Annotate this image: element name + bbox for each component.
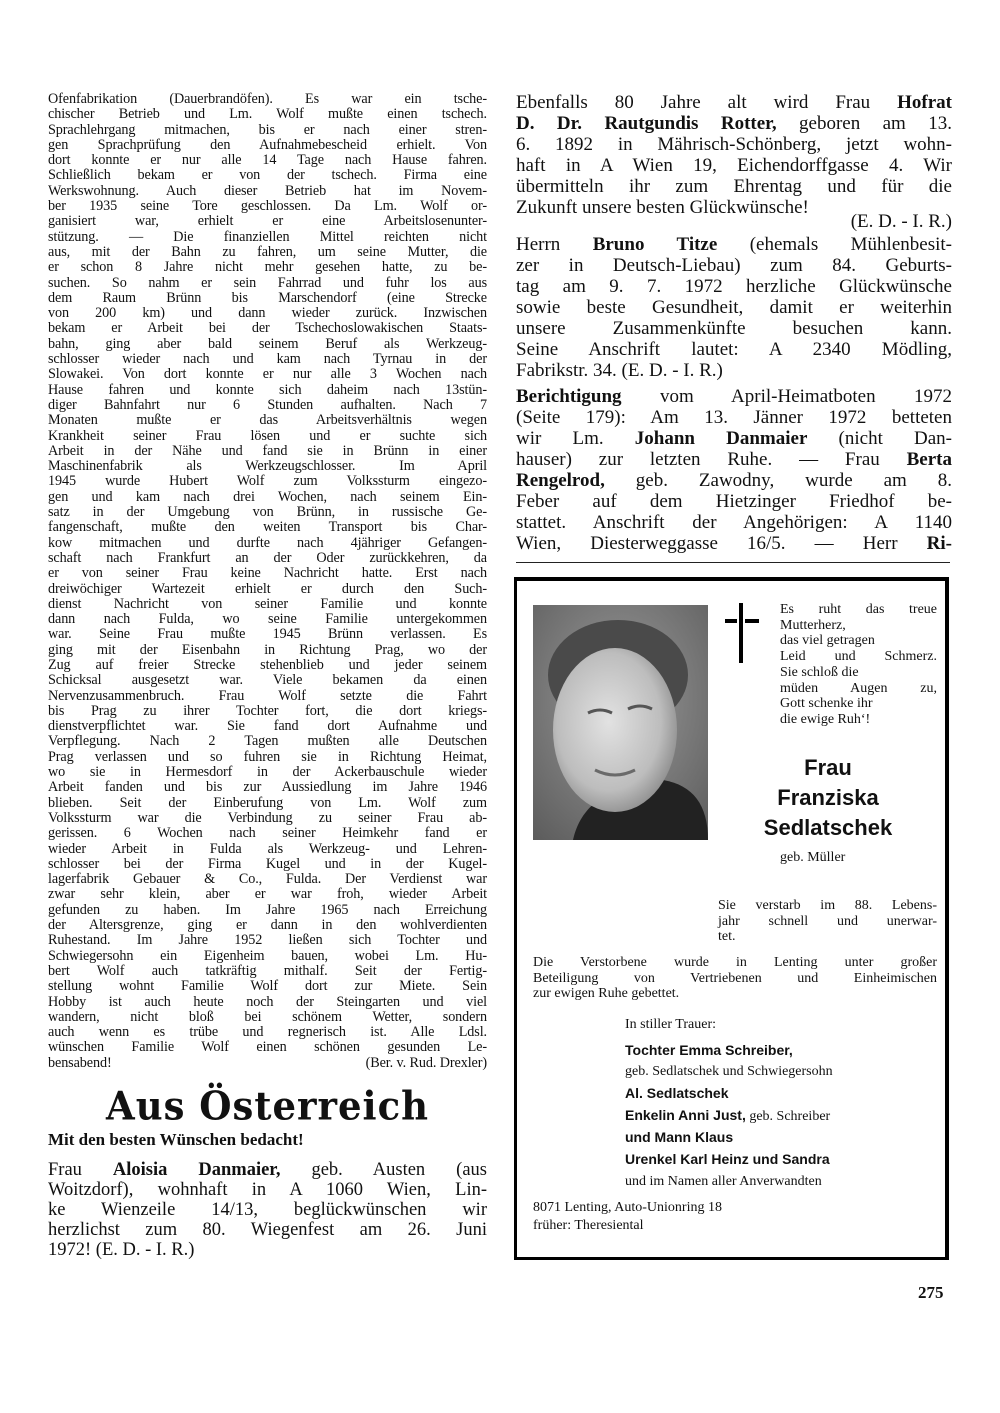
text-segment: bensabend! [48, 1054, 112, 1071]
article-correction [516, 386, 952, 554]
text-segment: geb. Zawodny, wurde am 8. [604, 470, 952, 491]
cross-icon [739, 603, 743, 663]
text-segment: und im Namen aller Anverwandten [625, 1173, 822, 1189]
deceased-first-name: Franziska [777, 785, 879, 810]
text-line: dienst Nachricht von seiner Familie und konnte [48, 595, 487, 612]
text-line [48, 1200, 487, 1220]
text-line [516, 176, 952, 197]
text-line: blieben. Seit der Einberufung von Lm. Wolf zum [48, 794, 487, 811]
mourning-label: In stiller Trauer: [625, 1017, 716, 1032]
deceased-title: Frau [804, 755, 852, 780]
bold-name: Enkelin Anni Just, [625, 1106, 746, 1123]
bold-name: und Mann Klaus [625, 1129, 734, 1146]
text-line: Beteiligung von Vertriebenen und Einheimischen [533, 970, 937, 986]
text-line: dort konnte er nur alle 14 Tage nach Hause fahren. [48, 152, 487, 169]
text-segment: (ehemals Mühlenbesit- [717, 234, 952, 255]
text-segment: 6. 1892 in Mährisch-Schönberg, jetzt wohn- [516, 134, 952, 155]
text-line: jahr schnell und unerwar- [718, 913, 937, 929]
text-segment: haft in A Wien 19, Eichendorffgasse 4. Wir [516, 155, 952, 176]
text-line [516, 297, 952, 318]
text-line: Maschinenfabrik als Werkzeugschlosser. Im April [48, 458, 487, 475]
bold-name: Rengelrod, [516, 470, 605, 491]
text-line [516, 113, 952, 134]
text-line: früher: Theresiental [533, 1218, 644, 1233]
death-note [718, 898, 937, 945]
text-line: Leid und Schmerz. [780, 649, 937, 665]
text-line: zwar sehr klein, aber er war froh, wieder Arbeit [48, 886, 487, 903]
text-line: Slowakei. Von dort konnte er nur alle 3 Wochen nach [48, 366, 487, 383]
text-line: Schicksal ausgesetzt war. Viele bekamen da einen [48, 672, 487, 689]
text-segment: Zukunft unsere besten Glückwünsche! [516, 197, 809, 218]
article-danmaier [48, 1160, 487, 1260]
text-segment: ke Wienzeile 14/13, beglückwünschen wir [48, 1200, 487, 1220]
text-line: schlosser wieder nach und kam nach Tyrnau in der [48, 351, 487, 368]
text-line: ganisiert war, erhielt er eine Arbeitslosenunter- [48, 213, 487, 230]
text-line [625, 1083, 945, 1105]
text-segment: Frau [48, 1160, 113, 1180]
text-line: wieder Arbeit in Fulda als Werkzeug- und Lehren- [48, 840, 487, 857]
bold-name: Berta [906, 449, 952, 470]
bold-name: Aloisia Danmaier, [112, 1160, 281, 1180]
text-line: dem Raum Brünn bis Marschendorf (eine Strecke [48, 289, 487, 306]
text-line: dreiwöchiger Wartezeit erhielt er durch den Such- [48, 580, 487, 597]
text-segment: vom April-Heimatboten 1972 [621, 386, 952, 407]
text-line: die ewige Ruh‘! [780, 711, 871, 727]
text-line: diger Bahnfahrt nur 6 Stunden aufhalten. Nach 7 [48, 396, 487, 413]
bold-name: Al. Sedlatschek [625, 1084, 729, 1101]
text-line [625, 1149, 945, 1171]
text-segment: Ebenfalls 80 Jahre alt wird Frau [516, 92, 898, 113]
article-wolf-continuation [48, 92, 487, 1071]
portrait-photo [533, 605, 708, 840]
text-segment: zer in Deutsch-Liebau) zum 84. Geburts- [516, 255, 952, 276]
text-line [516, 428, 952, 449]
text-line: das viel getragen [780, 633, 875, 649]
text-line [516, 491, 952, 512]
cross-icon-arm-left [725, 619, 737, 623]
text-line [48, 1240, 487, 1260]
text-segment: (Seite 179): Am 13. Jänner 1972 betteten [516, 407, 952, 428]
article-subheading: Mit den besten Wünschen bedacht! [48, 1130, 304, 1149]
text-line: 8071 Lenting, Auto-Unionring 18 [533, 1200, 722, 1215]
text-line: Sprachlehrgang mitmachen, bis er nach einer stren- [48, 121, 487, 138]
text-line: wandern, nicht bloß bei schönem Wetter, sondern [48, 1008, 487, 1025]
text-line: gen und kam nach drei Wochen, nach seinem Ein- [48, 488, 487, 505]
text-segment: Wien, Diesterweggasse 16/5. — Herr [516, 533, 927, 554]
text-segment: geboren am 13. [776, 113, 952, 134]
text-line [516, 339, 952, 360]
text-line: bahn, ging aber bald seinem Beruf als Werkzeug- [48, 335, 487, 352]
text-line: dann nach Fulda, wo seine Familie untergekommen [48, 611, 487, 628]
text-line: lagerfabrik Gebauer & Co., Fulda. Der Verdienst war [48, 871, 487, 888]
text-line: schlosser bei der Firma Kugel und in der Kugel- [48, 855, 487, 872]
text-line: Krankheit seiner Frau lösen und er suchte sich [48, 427, 487, 444]
text-line [516, 155, 952, 176]
bold-name: Tochter Emma Schreiber, [625, 1042, 793, 1058]
text-segment: geb. Schreiber [745, 1108, 831, 1124]
text-line: dienstverpflichtet war. Sie fand dort Aufnahme und [48, 718, 487, 735]
text-line [516, 449, 952, 470]
family-address [533, 1199, 722, 1235]
text-line: aus, mit der Bahn zu fahren, um seine Mutter, die [48, 243, 487, 260]
text-segment: unsere Zusammenkünfte besuchen kann. [516, 318, 952, 339]
text-line [516, 533, 952, 554]
text-line [48, 1220, 487, 1240]
text-line: Schwiegersohn ein Eigenheim bauen, wobei Lm. Hu- [48, 947, 487, 964]
bold-name: Bruno Titze [592, 234, 718, 255]
obituary-poem [780, 602, 937, 728]
text-line: Arbeit fanden und bis zur Aussiedlung im Jahre 1946 [48, 779, 487, 796]
text-line [516, 386, 952, 407]
text-line: Verpflegung. Nach 2 Tagen mußten alle Deutschen [48, 733, 487, 750]
deceased-last-name: Sedlatschek [763, 815, 893, 840]
text-segment: Fabrikstr. 34. (E. D. - I. R.) [516, 360, 723, 381]
text-line: der Altersgrenze, ging er dann in den wohlverdienten [48, 917, 487, 934]
article-rotter [516, 92, 952, 218]
deceased-maiden-name: geb. Müller [780, 850, 846, 865]
text-line: Schließlich bekam er von der tschech. Firma eine [48, 167, 487, 184]
text-line [516, 318, 952, 339]
text-segment: übermitteln ihr zum Ehrentag und für die [516, 176, 952, 197]
text-line: Hobby ist auch heute noch der Steingarten und viel [48, 993, 487, 1010]
text-segment: stattet. Anschrift der Angehörigen: A 1140 [516, 512, 952, 533]
text-line: ber 1935 seine Tore geschlossen. Da Lm. Wolf or- [48, 198, 487, 215]
cross-icon-arm-right [745, 619, 759, 623]
text-line: Monaten mußte er das Arbeitsverhältnis wegen [48, 412, 487, 429]
text-line: Die Verstorbene wurde in Lenting unter großer [533, 955, 937, 970]
text-line: war. Seine Frau mußte 1945 Brünn verlassen. Es [48, 626, 487, 643]
text-segment: geb. Austen (aus [280, 1160, 487, 1180]
text-segment: Feber auf dem Hietzinger Friedhof be- [516, 491, 952, 512]
text-segment: Woitzdorf), wohnhaft in A 1060 Wien, Lin- [48, 1180, 487, 1200]
text-line: Es ruht das treue [780, 602, 937, 617]
text-line: Prag verlassen und so fuhren sie in Richtung Heimat, [48, 748, 487, 765]
bold-name: Ri- [926, 533, 952, 554]
text-line: kow mitmachen und durfte nach 4jähriger Gefangen- [48, 534, 487, 551]
text-line: gerissen. 6 Wochen nach seiner Heimkehr fand er [48, 825, 487, 842]
text-line [516, 92, 952, 113]
text-line: wünschen Familie Wolf einen schönen gesunden Le- [48, 1039, 487, 1056]
text-line [516, 255, 952, 276]
text-line: gen Sprachprüfung den Aufnahmebescheid erhielt. Von [48, 136, 487, 153]
text-line: müden Augen zu, [780, 680, 937, 696]
text-line [516, 407, 952, 428]
article-titze [516, 234, 952, 381]
text-line: bis Prag zu ihrer Tochter fort, die dort kriegs- [48, 702, 487, 719]
text-line: chischer Betrieb und Lm. Wolf mußte einen tschech. [48, 106, 487, 123]
bold-name: D. Dr. Rautgundis Rotter, [516, 113, 777, 134]
text-segment: (nicht Dan- [807, 428, 952, 449]
text-line [625, 1062, 945, 1082]
text-line [625, 1127, 945, 1149]
text-line: Ofenfabrikation (Dauerbrandöfen). Es war ein tsche- [48, 91, 487, 107]
text-line: satz in der Umgebung von Brünn, in russische Ge- [48, 504, 487, 521]
mourners-list [625, 1040, 945, 1192]
text-line: bert Wolf auch tatkräftig mithalf. Seit der Fertig- [48, 962, 487, 979]
column-divider [516, 562, 950, 563]
bold-name: Johann Danmaier [634, 428, 808, 449]
text-line: wo sie in Hermesdorf in der Ackerbauschule wieder [48, 764, 487, 781]
text-segment: Herrn [516, 234, 593, 255]
text-segment: 1972! (E. D. - I. R.) [48, 1240, 195, 1260]
text-line: stützung. — Die finanziellen Mittel reichten nicht [48, 228, 487, 245]
text-line: suchen. So nahm er sein Fahrrad und fuhr los aus [48, 274, 487, 291]
text-line: Arbeit in der Nähe und fand sie in Brünn in einer [48, 442, 487, 459]
text-line: bekam er Arbeit bei der Tschechoslowakischen Staats- [48, 320, 487, 337]
text-segment: wir Lm. [516, 428, 635, 449]
article-rotter-signature: (E. D. - I. R.) [850, 211, 952, 232]
text-line [516, 360, 952, 381]
text-line [48, 1180, 487, 1200]
text-line [625, 1105, 945, 1127]
text-line: Sie schloß die [780, 664, 859, 680]
section-heading: Aus Österreich [105, 1082, 430, 1130]
text-line [516, 234, 952, 255]
text-segment: hauser) zur letzten Ruhe. — Frau [516, 449, 907, 470]
text-segment: sowie beste Gesundheit, damit er weiterhin [516, 297, 952, 318]
bold-name: Hofrat [897, 92, 952, 113]
text-line: ging mit der Eisenbahn in Richtung Prag, wo der [48, 641, 487, 658]
text-line [516, 512, 952, 533]
text-line [625, 1172, 945, 1192]
text-line: 1945 wurde Hubert Wolf zum Volkssturm eingezo- [48, 473, 487, 490]
text-line: Hause fahren und konnte sich daheim nach 13stün- [48, 381, 487, 398]
text-line: Volkssturm war die Verbindung zu seiner Frau ab- [48, 809, 487, 826]
text-line: stellung wohnt Familie Wolf dort zur Miete. Sein [48, 978, 487, 995]
text-line [48, 1160, 487, 1180]
page-number: 275 [918, 1283, 944, 1302]
text-line: Zug auf freier Strecke stehenblieb und jeder seinem [48, 656, 487, 673]
text-line: tet. [718, 929, 736, 945]
text-line [516, 134, 952, 155]
text-segment: tag am 9. 7. 1972 herzliche Glückwünsche [516, 276, 952, 297]
text-line [516, 276, 952, 297]
text-line [516, 470, 952, 491]
text-line: Nervenzusammenbruch. Frau Wolf setzte die Fahrt [48, 687, 487, 704]
text-segment: Seine Anschrift lautet: A 2340 Mödling, [516, 339, 952, 360]
text-line: Mutterherz, [780, 617, 846, 633]
text-line: Ruhestand. Im Jahre 1952 ließen sich Tochter und [48, 932, 487, 949]
text-segment: herzlichst zum 80. Wiegenfest am 26. Juni [48, 1220, 487, 1240]
bold-name: Urenkel Karl Heinz und Sandra [625, 1151, 830, 1168]
text-line: Gott schenke ihr [780, 696, 873, 712]
text-line: von 200 km) und dann wieder zurück. Inzwischen [48, 305, 487, 322]
article-byline: (Ber. v. Rud. Drexler) [365, 1054, 487, 1071]
text-line: gefunden zu haben. Im Jahre 1965 nach Erreichung [48, 901, 487, 918]
text-segment: geb. Sedlatschek und Schwiegersohn [625, 1064, 833, 1080]
text-line: Werkswohnung. Auch dieser Betrieb hat im Novem- [48, 182, 487, 199]
text-line: Sie verstarb im 88. Lebens- [718, 898, 937, 913]
burial-note [533, 955, 937, 1002]
bold-name: Berichtigung [516, 386, 622, 407]
text-line: zur ewigen Ruhe gebettet. [533, 986, 680, 1002]
text-line: fangenschaft, mußte den weiten Transport bis Char- [48, 519, 487, 536]
text-line: er von seiner Frau keine Nachricht hatte. Erst nach [48, 565, 487, 582]
text-line [48, 1056, 487, 1071]
text-line [625, 1040, 945, 1062]
text-line: schaft nach Frankfurt an der Oder zurückkehren, da [48, 549, 487, 566]
text-line: er schon 8 Jahre nicht mehr gesehen hatte, zu be- [48, 259, 487, 276]
text-line: auch wenn es trübe und regnerisch ist. Alle Ldsl. [48, 1024, 487, 1041]
